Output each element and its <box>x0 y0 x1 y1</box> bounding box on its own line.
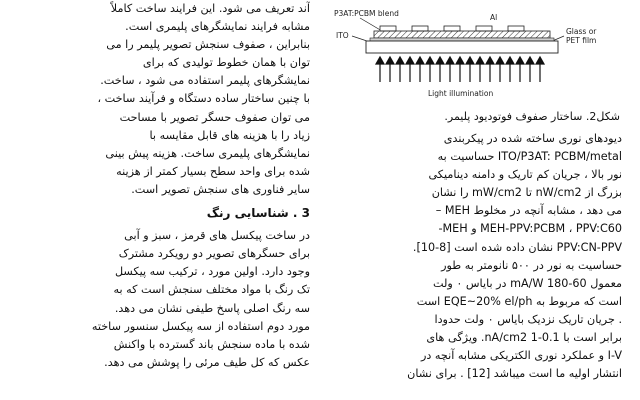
blend-layer <box>374 31 550 38</box>
text-line: . جریان تاریک نزدیک بایاس ۰ ولت حدودا <box>434 312 622 326</box>
text-line: در ساخت پیکسل های قرمز ، سبز و آبی <box>124 229 310 243</box>
text-line: تک رنگ با مواد مختلف سنجش است که به <box>113 283 310 297</box>
text-line: عکس که کل طیف مرئی را پوشش می دهد. <box>104 355 310 369</box>
ito-layer <box>370 38 554 41</box>
glass-label: Glass or <box>566 27 597 36</box>
text-line: می توان صفوف حسگر تصویر با مساحت <box>119 110 310 124</box>
blend-label: P3AT:PCBM blend <box>334 9 399 18</box>
substrate-layer <box>366 41 558 53</box>
right-column <box>322 130 622 383</box>
text-line: آند تعریف می شود. این فرایند ساخت کاملاً <box>110 2 310 15</box>
device-structure-figure <box>330 6 620 106</box>
text-line: دیودهای نوری ساخته شده در پیکربندی <box>443 132 622 145</box>
pet-label: PET film <box>566 36 597 45</box>
text-line: MEH-PPV:PCBM ، PPV:C60 و MEH- <box>438 222 622 236</box>
text-line: شده برای واحد سطح بسیار کمتر از هزینه <box>116 164 310 178</box>
ito-label: ITO <box>336 31 349 40</box>
text-line: PPV:CN-PPV نشان داده شده است [8-10]. <box>412 240 622 254</box>
text-line: مشابه فرایند نمایشگرهای پلیمری است. <box>125 20 310 34</box>
text-line: نمایشگرهای پلیمری ساخت. هزینه پیش بینی <box>105 146 310 160</box>
text-line: ITO/P3AT: PCBM/metal حساسیت به <box>437 150 622 164</box>
text-line: معمول mA/W 180-60 در بایاس ۰ ولت <box>432 276 622 290</box>
text-line: بزرگ از nW/cm2 تا mW/cm2 را نشان <box>431 186 622 200</box>
text-line: می دهد ، مشابه آنچه در مخلوط MEH – <box>435 204 622 218</box>
figure-caption: شکل2. ساختار صفوف فوتودیود پلیمر. <box>444 110 620 123</box>
al-electrodes <box>380 26 524 31</box>
left-paragraph-1 <box>10 0 310 199</box>
text-line: زیاد را با هزینه های قابل مقایسه با <box>149 128 310 142</box>
text-line: بنابراین ، صفوف سنجش تصویر پلیمر را می <box>106 38 310 52</box>
text-line: وجود دارد. اولین مورد ، ترکیب سه پیکسل <box>114 265 310 279</box>
text-line: شده با ماده سنجش باند گسترده با واکنش <box>113 337 310 351</box>
al-label: Al <box>490 13 498 22</box>
light-label: Light illumination <box>428 89 494 98</box>
text-line: نمایشگرهای پلیمر استفاده می شود ، ساخت. <box>100 74 310 88</box>
text-line: مورد دوم استفاده از سه پیکسل سنسور ساخته <box>91 319 310 333</box>
text-line: توان با همان خطوط تولیدی که برای <box>142 56 310 70</box>
left-paragraph-2 <box>10 227 310 372</box>
left-column <box>10 0 310 372</box>
text-line: انتشار اولیه ما است میباشد [12] . برای نشان <box>407 367 622 381</box>
light-arrows <box>376 57 544 82</box>
text-line: حساسیت به نور در ۵۰۰ نانومتر به طور <box>441 258 622 272</box>
blend-pointer <box>360 18 382 31</box>
text-line: نور بالا ، جریان کم تاریک و دامنه دینامیکی <box>428 168 622 182</box>
text-line: برابر است با nA/cm2 1-0.1. ویژگی های <box>426 331 622 345</box>
text-line: سایر فناوری های سنجش تصویر است. <box>131 182 310 196</box>
right-paragraph-1 <box>322 130 622 383</box>
text-line: است که مربوط به EQE~20% el/ph است <box>416 294 622 308</box>
text-line: I-V و عملکرد نوری الکتریکی مشابه آنچه در <box>420 349 622 363</box>
text-line: سه رنگ اصلی پاسخ طیفی نشان می دهد. <box>114 301 310 315</box>
text-line: با چنین ساختار ساده دستگاه و فرآیند ساخت ، <box>97 92 310 106</box>
text-line: برای حسگرهای تصویر دو رویکرد مشترک <box>118 247 310 261</box>
section-heading: 3 . شناسایی رنگ <box>206 206 310 221</box>
